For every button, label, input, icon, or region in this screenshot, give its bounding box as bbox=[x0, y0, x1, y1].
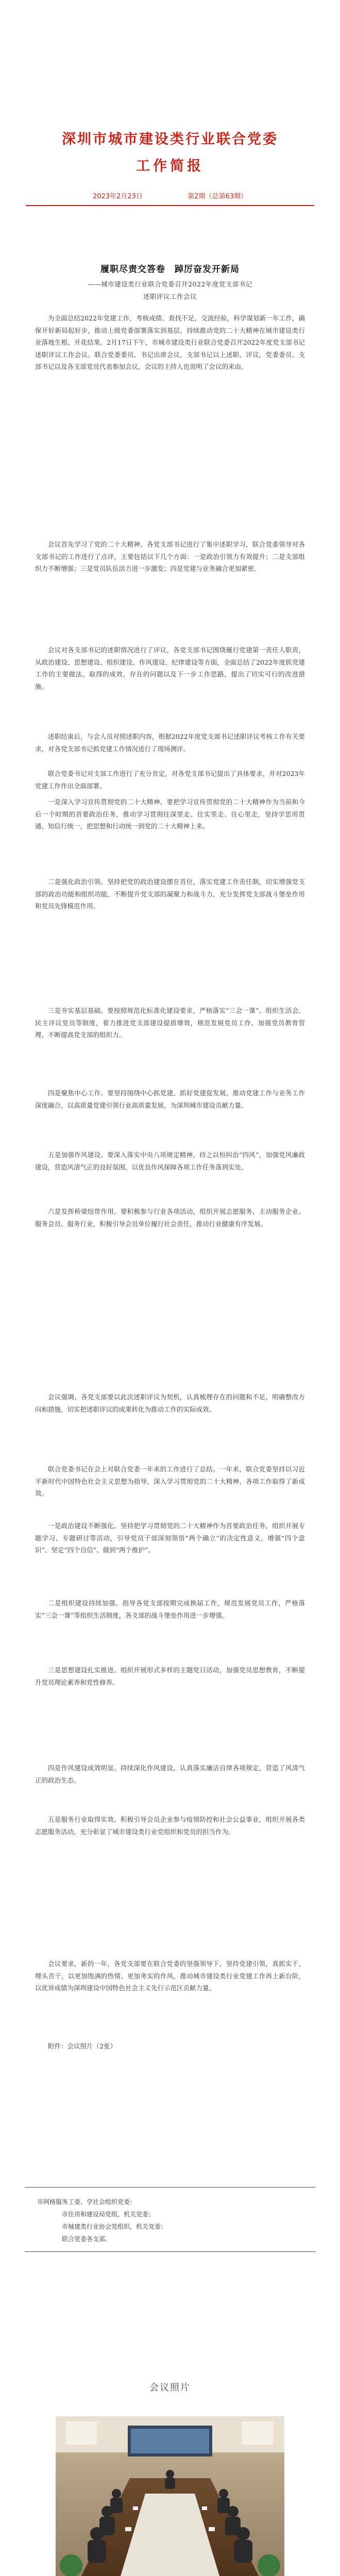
paragraph: 三是夯实基层基础。要按照规范化标准化建设要求，严格落实“三会一课”、组织生活会、民主评议党员等制度，着力推进党支部建设提质增效，规范发展党员工作，加强党员教育管理，不断提高党支部的组织力。 bbox=[35, 1007, 305, 1039]
cc-line: 市网格服务工委、学社会组织党委： bbox=[37, 2198, 137, 2206]
paragraph: 会议强调，各党支部要以此次述职评议为契机，认真梳理存在的问题和不足，明确整改方向和措施，切实把述职评议的成果转化为推动工作的实际成效。 bbox=[35, 1393, 305, 1413]
paragraph: 为全面总结2022年党建工作，考核成绩、查找不足，交流经验，科学谋划新一年工作，确保开好新局起好步，推动上级党委部署落实到基层，持续推动党的二十大精神在城市建设类行业落地生根、开花结果。2月17日下午，市城市建设类行业联合党委召开2022年度党支部书记述职评议工作会议。联合党委委员、书记出席会议，支部书记以上述职、评议，党委委员、支部书记以及各支部党员代表参加会议，会议的主持人也说明了会议的来由。 bbox=[35, 314, 305, 370]
issue-number: 第2期（总第63期） bbox=[188, 193, 247, 200]
issue-date: 2023年2月23日 bbox=[93, 193, 143, 200]
meeting-photo bbox=[56, 2416, 284, 2576]
masthead-meta bbox=[93, 191, 247, 200]
paragraph: 五是加强作风建设。要深入落实中央八项规定精神，持之以恒纠治“四风”，加强党风廉政建设，营造风清气正的良好氛围，以优良作风保障各项工作任务落到实处。 bbox=[35, 1151, 305, 1171]
paragraph: 述职结束后，与会人员对照述职内容，根据2022年度党支部书记述职评议考核工作有关要求，对各党支部书记抓党建工作情况进行了现场测评。 bbox=[35, 733, 305, 753]
article-subtitle-2: 述职评议工作会议 bbox=[143, 293, 197, 300]
paragraph: 一是政治建设不断强化。坚持把学习贯彻党的二十大精神作为首要政治任务，组织开展专题学习、专题研讨等活动，引导党员干部深刻领悟“两个确立”的决定性意义，增强“四个意识”、坚定“四个自信”、做到“两个维护”。 bbox=[35, 1522, 305, 1554]
paragraph: 四是作风建设成效明显。持续深化作风建设，认真落实廉洁自律各项规定，营造了风清气正的政治生态。 bbox=[35, 1764, 305, 1784]
paragraph: 会议首先学习了党的二十大精神，各党支部书记进行了集中述职学习，联合党委领导对各支部书记的工作进行了点评，主要包括以下几个方面：一是政治引领力有效提升；二是支部组织力不断增强；三是党员队伍活力进一步激发；四是党建与业务融合更加紧密。 bbox=[35, 540, 305, 572]
paragraph: 一是深入学习宣传贯彻党的二十大精神。要把学习宣传贯彻党的二十大精神作为当前和今后一个时期的首要政治任务，推动学习贯彻往深里走、往实里走、往心里走，坚持学思用贯通、知信行统一，把思想和行动统一到党的二十大精神上来。 bbox=[35, 798, 305, 830]
paragraph: 会议对各支部书记的述职情况进行了评议，各党支部书记围绕履行党建第一责任人职责，从政治建设、思想建设、组织建设、作风建设、纪律建设等方面，全面总结了2022年度抓党建工作的主要做法、取得的成效、存在的问题以及下一步工作思路，提出了切实可行的改进措施。 bbox=[35, 646, 305, 690]
masthead-subtitle: 工作简报 bbox=[136, 158, 204, 174]
masthead-title: 深圳市城市建设类行业联合党委 bbox=[62, 131, 278, 147]
paragraph: 三是思想建设扎实推进。组织开展形式多样的主题党日活动，加强党员思想教育，不断提升党员理论素养和党性修养。 bbox=[35, 1666, 305, 1686]
paragraph: 会议要求，新的一年，各党支部要在联合党委的坚强领导下，坚持党建引领，真抓实干、埋头苦干，以更加饱满的热情、更加务实的作风，推动城市建设类行业党建工作再上新台阶，以优异成绩为深圳建设中国特色社会主义先行示范区贡献力量。 bbox=[35, 1960, 305, 1992]
article-title: 履职尽责交答卷 踔厉奋发开新局 bbox=[100, 264, 240, 275]
attachment-note: 附件：会议照片（2张） bbox=[48, 2042, 116, 2050]
cc-divider-top bbox=[25, 2187, 315, 2188]
cc-line: 市城建类行业协会党组织，机关党委； bbox=[62, 2223, 167, 2230]
cc-divider-bottom bbox=[25, 2251, 315, 2252]
cc-line: 市住房和建设局党组，机关党委； bbox=[62, 2211, 155, 2218]
photos-title: 会议照片 bbox=[149, 2382, 191, 2393]
cc-line: 联合党委各支部。 bbox=[62, 2235, 112, 2243]
paragraph: 二是组织建设持续加强。指导各党支部按期完成换届工作，规范发展党员工作，严格落实“三会一课”等组织生活制度，各支部的战斗堡垒作用进一步增强。 bbox=[35, 1599, 305, 1619]
paragraph: 二是强化政治引领。坚持把党的政治建设摆在首位，落实党建工作责任制，切实增强党支部的政治功能和组织功能，不断提升党支部的凝聚力和战斗力，充分发挥党支部战斗堡垒作用和党员先锋模范作用。 bbox=[35, 878, 305, 910]
paragraph: 联合党委书记对支部工作进行了充分肯定，对各党支部书记提出了具体要求，并对2023年党建工作作出全面部署。 bbox=[35, 770, 305, 790]
paragraph: 五是服务行业取得实效。积极引导会员企业参与疫情防控和社会公益事业，组织开展各类志愿服务活动，充分彰显了城市建设类行业党组织和党员的担当作为。 bbox=[35, 1816, 305, 1836]
masthead-divider bbox=[26, 205, 314, 206]
paragraph: 四是聚焦中心工作。要坚持围绕中心抓党建、抓好党建促发展，推动党建工作与业务工作深度融合，以高质量党建引领行业高质量发展，为深圳城市建设贡献力量。 bbox=[35, 1089, 305, 1109]
paragraph: 六是发挥桥梁纽带作用。要积极参与行业各项活动，组织开展志愿服务，主动服务企业、服务会员、服务行业，积极引导会员单位履行社会责任，推动行业健康有序发展。 bbox=[35, 1208, 305, 1228]
paragraph: 联合党委书记在会上对联合党委一年来的工作进行了总结。一年来，联合党委坚持以习近平新时代中国特色社会主义思想为指导，深入学习贯彻党的二十大精神，各项工作取得了新成效。 bbox=[35, 1465, 305, 1497]
article-subtitle-1: ——城市建设类行业联合党委召开2022年度党支部书记 bbox=[88, 280, 252, 288]
